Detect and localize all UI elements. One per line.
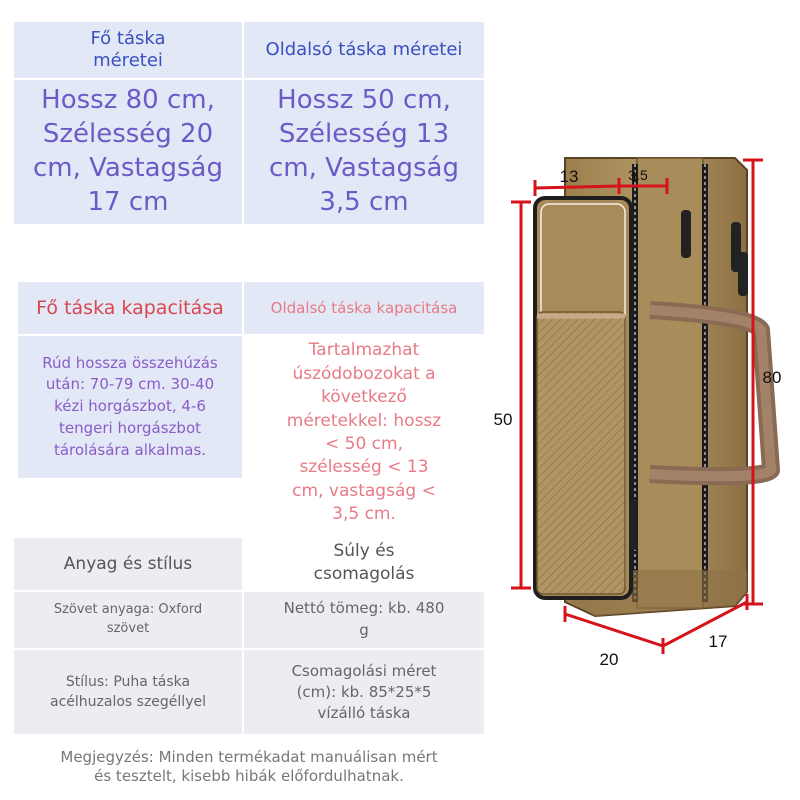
style-value: Stílus: Puha táska acélhuzalos szegéllyel bbox=[14, 650, 242, 734]
side-bag-dimensions-value: Hossz 50 cm, Szélesség 13 cm, Vastagság 3,5 cm bbox=[244, 80, 484, 224]
main-thickness-label: 17 bbox=[708, 632, 728, 651]
main-bag-capacity-value: Rúd hossza összehúzás után: 70-79 cm. 30-40 kézi horgászbot, 4-6 tengeri horgászbot tárolására alkalmas. bbox=[18, 336, 242, 478]
weight-packaging-header: Súly és csomagolás bbox=[313, 541, 415, 584]
fabric-material-value: Szövet anyaga: Oxford szövet bbox=[14, 592, 242, 648]
main-width-label: 20 bbox=[599, 650, 619, 669]
material-style-header: Anyag és stílus bbox=[14, 538, 242, 590]
main-bag-capacity-header: Fő táska kapacitása bbox=[18, 282, 242, 334]
side-width-label: 13 bbox=[559, 167, 579, 186]
side-pocket bbox=[535, 198, 637, 598]
side-bag-capacity-header: Oldalsó táska kapacitása bbox=[244, 282, 484, 334]
side-bag-capacity-value: Tartalmazhat úszódobozokat a következő méretekkel: hossz < 50 cm, szélesség < 13 cm, vastagság < 3,5 cm. bbox=[244, 336, 484, 530]
side-length-label: 50 bbox=[493, 410, 513, 429]
disclaimer-note: Megjegyzés: Minden termékadat manuálisan mért és tesztelt, kisebb hibák előfordulhatnak. bbox=[60, 748, 438, 785]
net-weight-value: Nettó tömeg: kb. 480 g bbox=[244, 592, 484, 648]
main-bag-dimensions-header: Fő táska méretei bbox=[14, 22, 242, 78]
main-length-label: 80 bbox=[762, 368, 782, 387]
package-size-value: Csomagolási méret (cm): kb. 85*25*5 vízálló táska bbox=[244, 650, 484, 734]
side-bag-dimensions-header: Oldalsó táska méretei bbox=[244, 22, 484, 78]
main-bag-dimensions-value: Hossz 80 cm, Szélesség 20 cm, Vastagság 17 cm bbox=[14, 80, 242, 224]
fishing-bag-illustration bbox=[485, 140, 795, 670]
side-thickness-label: 3.5 bbox=[628, 167, 648, 183]
